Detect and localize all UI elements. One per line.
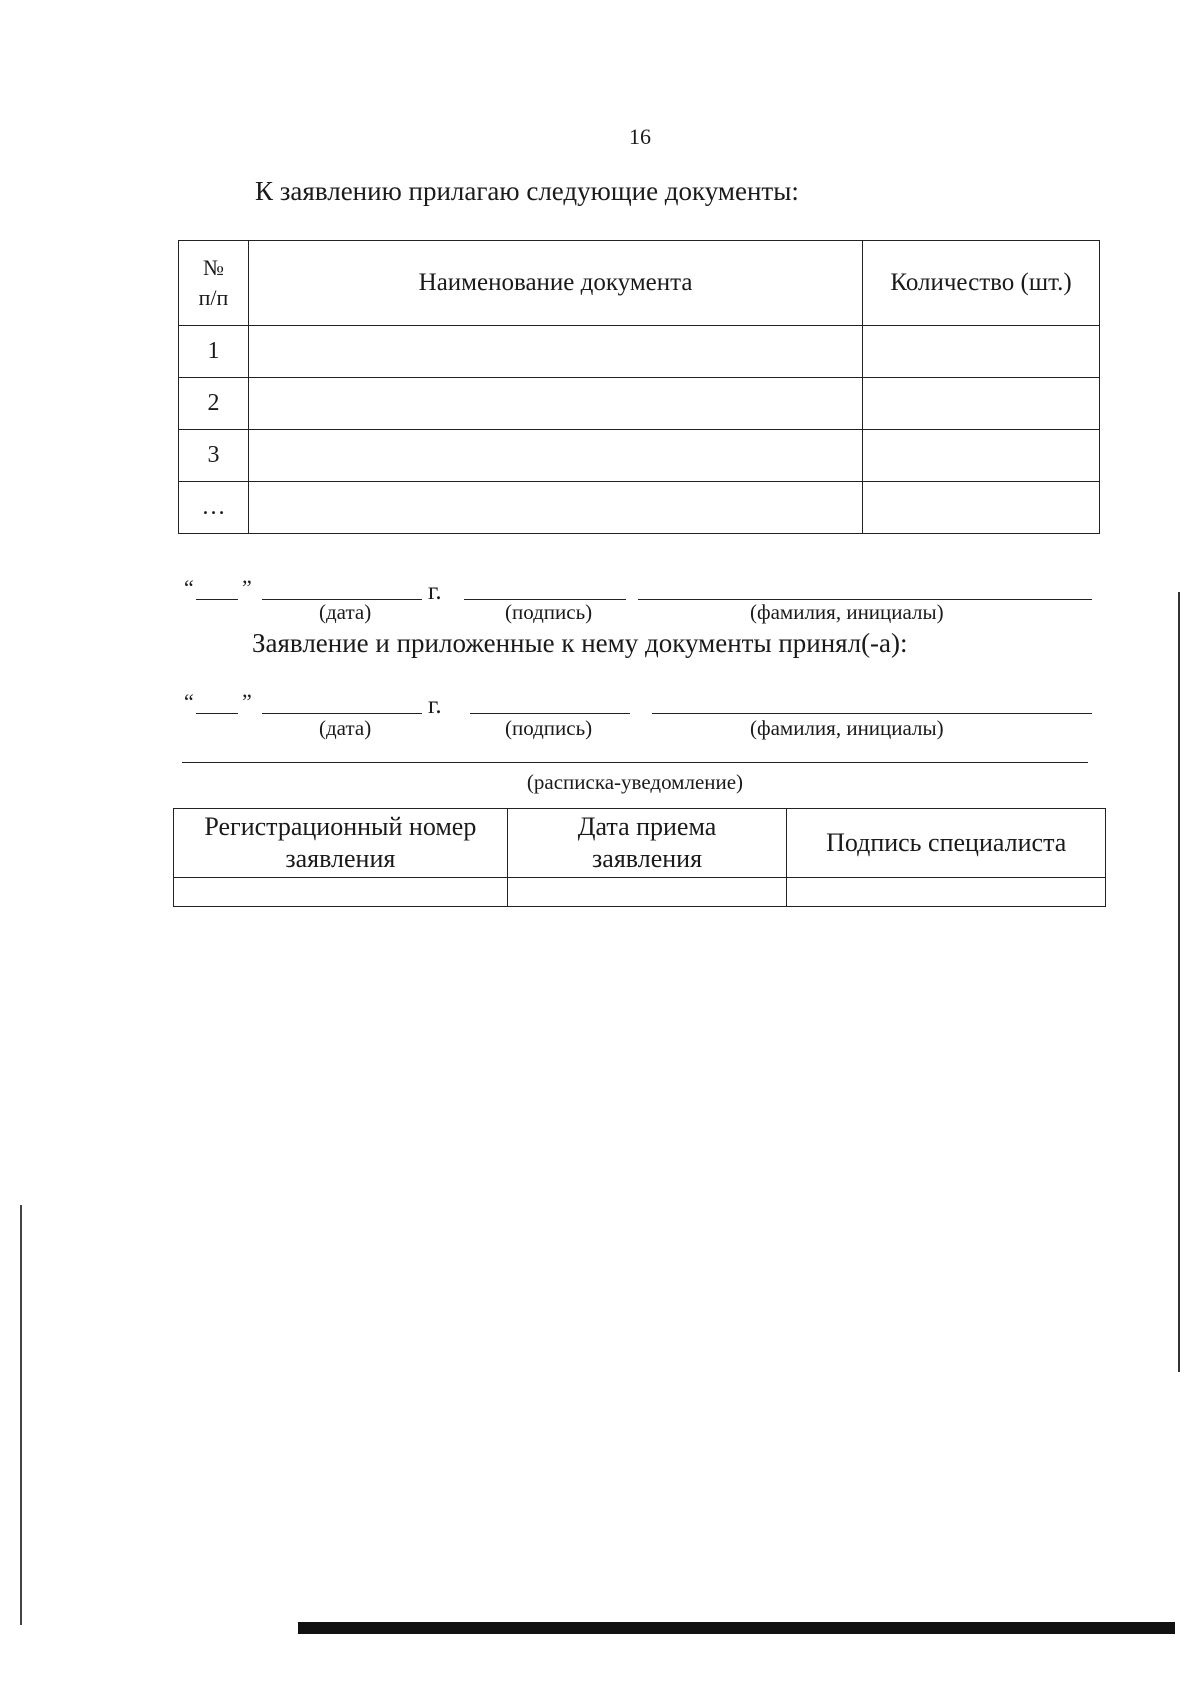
page-number: 16: [629, 124, 651, 149]
documents-table: [178, 240, 1100, 534]
year-suffix: г.: [428, 578, 442, 605]
header-quantity: Количество (шт.): [863, 241, 1100, 326]
signature-caption: (подпись): [505, 716, 593, 740]
header-number-line1: №: [202, 255, 224, 280]
quote-open: “: [184, 575, 194, 600]
name-caption: (фамилия, инициалы): [750, 716, 944, 740]
table-row: [179, 482, 1100, 534]
year-suffix: г.: [428, 692, 442, 719]
table-row: [179, 430, 1100, 482]
day-field[interactable]: [196, 599, 238, 600]
row-quantity[interactable]: [863, 326, 1100, 378]
receipt-caption: (расписка-уведомление): [526, 770, 744, 794]
registration-table: [173, 808, 1106, 907]
row-document-name[interactable]: [248, 482, 862, 534]
intro-text: К заявлению прилагаю следующие документы:: [255, 176, 799, 206]
row-number: 1: [179, 326, 249, 378]
table-row: [179, 326, 1100, 378]
header-specialist-signature: Подпись специалиста: [787, 809, 1106, 878]
quote-open: “: [184, 689, 194, 714]
row-document-name[interactable]: [248, 378, 862, 430]
name-field[interactable]: [652, 713, 1092, 714]
date-cell[interactable]: [507, 878, 787, 907]
documents-table-header: [179, 241, 1100, 326]
date-field[interactable]: [262, 713, 422, 714]
header-document-name: Наименование документа: [248, 241, 862, 326]
quote-close: ”: [242, 575, 252, 600]
row-number: 2: [179, 378, 249, 430]
row-number: …: [179, 482, 249, 534]
quote-close: ”: [242, 689, 252, 714]
date-caption: (дата): [319, 600, 372, 624]
date-caption: (дата): [319, 716, 372, 740]
row-quantity[interactable]: [863, 378, 1100, 430]
scan-edge-left: [20, 1205, 22, 1625]
table-row: [174, 878, 1106, 907]
table-row: [179, 378, 1100, 430]
header-number: [179, 241, 249, 326]
header-reg-number-line1: Регистрационный номер: [204, 812, 477, 841]
signature-cell[interactable]: [787, 878, 1106, 907]
scan-edge-right: [1178, 592, 1180, 1372]
header-date: [507, 809, 787, 878]
scan-bottom-bar: [298, 1622, 1175, 1634]
header-date-line2: заявления: [592, 844, 703, 873]
signature-field[interactable]: [470, 713, 630, 714]
accepted-text: Заявление и приложенные к нему документы принял(-а):: [252, 628, 908, 658]
receipt-line: [182, 762, 1088, 763]
header-reg-number: [174, 809, 508, 878]
day-field[interactable]: [196, 713, 238, 714]
header-reg-number-line2: заявления: [285, 844, 396, 873]
header-number-line2: п/п: [198, 285, 229, 310]
name-caption: (фамилия, инициалы): [750, 600, 944, 624]
row-quantity[interactable]: [863, 482, 1100, 534]
header-date-line1: Дата приема: [577, 812, 717, 841]
row-document-name[interactable]: [248, 326, 862, 378]
row-document-name[interactable]: [248, 430, 862, 482]
reg-number-cell[interactable]: [174, 878, 508, 907]
row-quantity[interactable]: [863, 430, 1100, 482]
registration-table-header: [174, 809, 1106, 878]
row-number: 3: [179, 430, 249, 482]
signature-caption: (подпись): [505, 600, 593, 624]
